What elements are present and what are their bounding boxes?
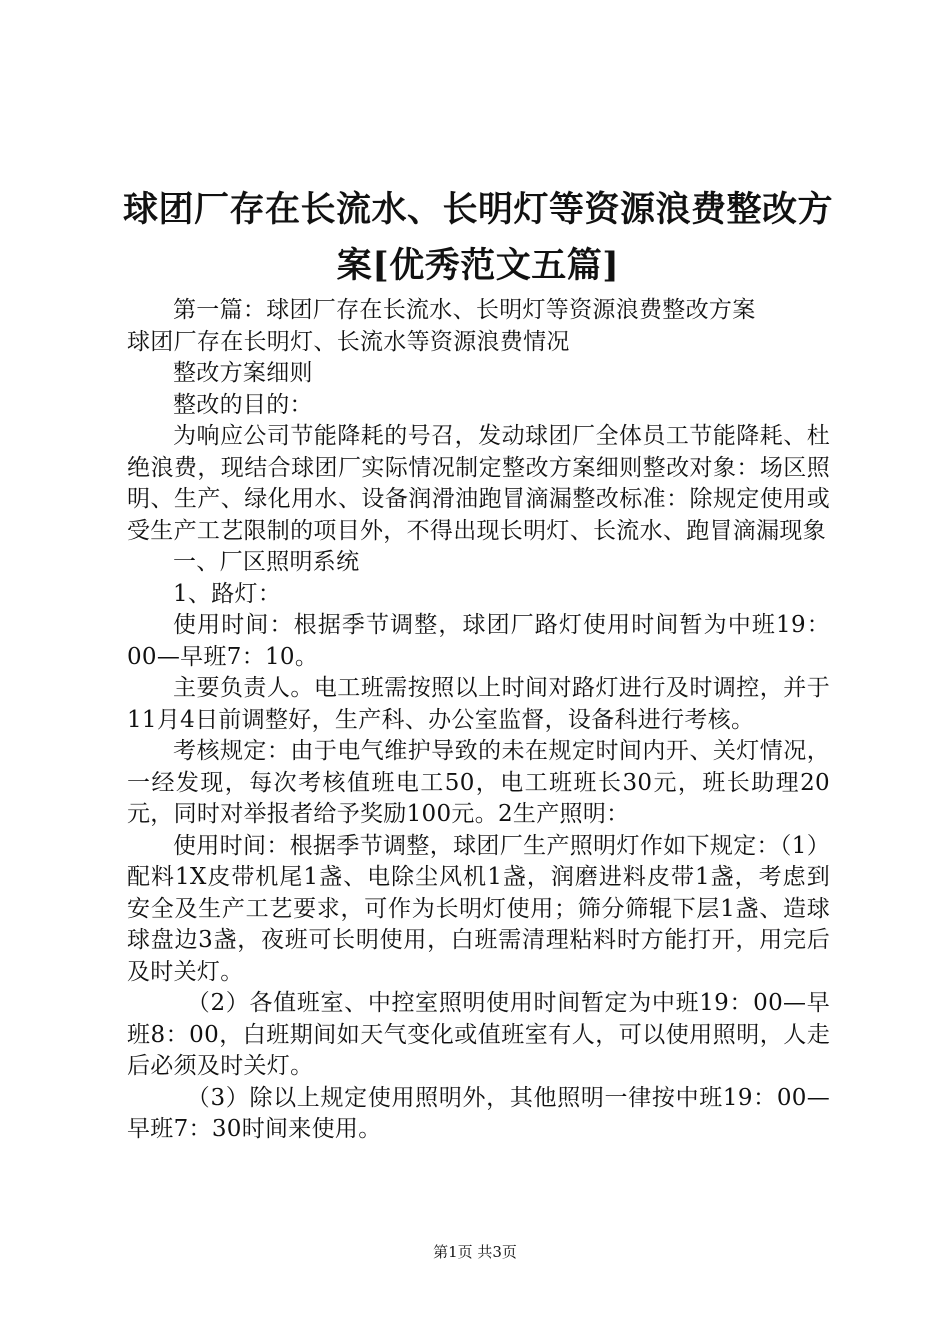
paragraph: （3）除以上规定使用照明外，其他照明一律按中班19：00—早班7：30时间来使用。 bbox=[127, 1084, 830, 1142]
paragraph: 使用时间：根据季节调整，球团厂路灯使用时间暂为中班19：00—早班7：10。 bbox=[127, 612, 830, 670]
document-title bbox=[118, 182, 838, 294]
document-body bbox=[127, 295, 830, 1146]
page-footer bbox=[0, 1242, 950, 1262]
title-line-2: 案[优秀范文五篇] bbox=[336, 245, 620, 286]
paragraph: 整改的目的： bbox=[173, 391, 313, 418]
paragraph: 整改方案细则 bbox=[173, 360, 313, 386]
paragraph: 使用时间：根据季节调整，球团厂生产照明灯作如下规定：（1）配料1X皮带机尾1盏、电除尘风机1盏，润磨进料皮带1盏，考虑到安全及生产工艺要求，可作为长明灯使用；筛分筛辊下层1盏、造球球盘边3盏，夜班可长明使用，白班需清理粘料时方能打开，用完后及时关灯。 bbox=[127, 832, 830, 985]
paragraph: （2）各值班室、中控室照明使用时间暂定为中班19：00—早班8：00，白班期间如天气变化或值班室有人，可以使用照明，人走后必须及时关灯。 bbox=[127, 990, 830, 1079]
section-heading: 一、厂区照明系统 bbox=[173, 549, 360, 575]
paragraph: 球团厂存在长明灯、长流水等资源浪费情况 bbox=[127, 328, 570, 355]
paragraph: 第一篇：球团厂存在长流水、长明灯等资源浪费整改方案 bbox=[173, 297, 756, 323]
paragraph: 考核规定：由于电气维护导致的未在规定时间内开、关灯情况，一经发现，每次考核值班电工50，电工班班长30元，班长助理20元，同时对举报者给予奖励100元。2生产照明： bbox=[127, 738, 830, 827]
paragraph: 主要负责人。电工班需按照以上时间对路灯进行及时调控，并于11月4日前调整好，生产科、办公室监督，设备科进行考核。 bbox=[127, 675, 830, 733]
subsection-heading: 1、路灯： bbox=[173, 580, 282, 607]
page-number: 第1页 共3页 bbox=[433, 1243, 517, 1261]
paragraph: 为响应公司节能降耗的号召，发动球团厂全体员工节能降耗、杜绝浪费，现结合球团厂实际情况制定整改方案细则整改对象：场区照明、生产、绿化用水、设备润滑油跑冒滴漏整改标准：除规定使用或受生产工艺限制的项目外，不得出现长明灯、长流水、跑冒滴漏现象 bbox=[127, 423, 830, 544]
title-line-1: 球团厂存在长流水、长明灯等资源浪费整改方 bbox=[122, 189, 833, 230]
